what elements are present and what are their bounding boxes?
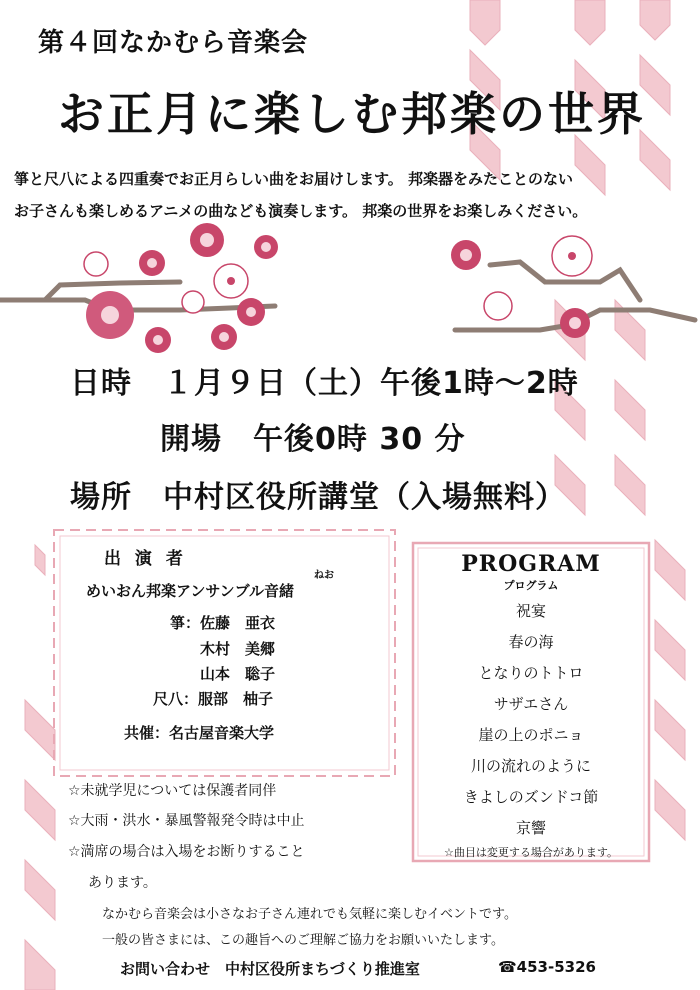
intro-line-1: 箏と尺八による四重奏でお正月らしい曲をお届けします。 邦楽器をみたことのない — [14, 170, 574, 188]
plum-flowers — [84, 223, 592, 353]
ensemble-ruby: ねお — [314, 570, 334, 581]
program-subheading: プログラム — [503, 579, 559, 592]
program-item: となりのトトロ — [478, 664, 584, 682]
ensemble-name: めいおん邦楽アンサンブル音緒 — [86, 582, 295, 600]
performer-koto-2: 木村 美郷 — [200, 640, 276, 658]
performer-shakuhachi: 尺八：服部 柚子 — [153, 690, 274, 708]
program-item: 崖の上のポニョ — [478, 726, 584, 744]
closing-line-2: 一般の皆さまには、この趣旨へのご理解ご協力をお願いいたします。 — [102, 933, 504, 948]
closing-line-1: なかむら音楽会は小さなお子さん連れでも気軽に楽しむイベントです。 — [102, 907, 517, 922]
program-item: 祝宴 — [515, 602, 546, 620]
program-heading: PROGRAM — [461, 551, 601, 577]
note-full: ☆満席の場合は入場をお断りすること — [68, 844, 305, 860]
plum-flower-icon — [484, 292, 512, 320]
performer-koto-3: 山本 聡子 — [200, 665, 276, 683]
event-datetime: 日時 １月９日（土）午後1時～2時 — [70, 366, 579, 401]
note-full-cont: あります。 — [88, 875, 157, 891]
program-change-note: ☆曲目は変更する場合があります。 — [444, 846, 618, 859]
yagasuri-arrow-pattern-left — [25, 545, 55, 990]
plum-flower-icon — [84, 252, 108, 276]
event-title: お正月に楽しむ邦楽の世界 — [58, 87, 646, 141]
co-sponsor: 共催：名古屋音楽大学 — [124, 724, 275, 742]
event-doors-open: 開場 午後0時 30 分 — [160, 422, 466, 457]
program-item: 春の海 — [508, 633, 554, 651]
program-item: 京響 — [515, 819, 546, 837]
event-venue: 場所 中村区役所講堂（入場無料） — [70, 480, 566, 515]
event-subtitle: 第４回なかむら音楽会 — [38, 28, 309, 58]
performer-koto-1: 箏：佐藤 亜衣 — [170, 614, 276, 632]
note-children: ☆未就学児については保護者同伴 — [68, 783, 277, 799]
program-item: きよしのズンドコ節 — [463, 788, 599, 806]
contact-phone: ☎453-5326 — [498, 958, 596, 976]
contact-label: お問い合わせ 中村区役所まちづくり推進室 — [120, 960, 420, 978]
performers-heading: 出 演 者 — [104, 549, 187, 569]
program-item: 川の流れのように — [470, 757, 591, 775]
intro-line-2: お子さんも楽しめるアニメの曲なども演奏します。 邦楽の世界をお楽しみください。 — [14, 202, 588, 220]
note-weather: ☆大雨・洪水・暴風警報発令時は中止 — [68, 813, 305, 829]
program-item: サザエさん — [493, 695, 569, 713]
plum-flower-icon — [182, 291, 204, 313]
